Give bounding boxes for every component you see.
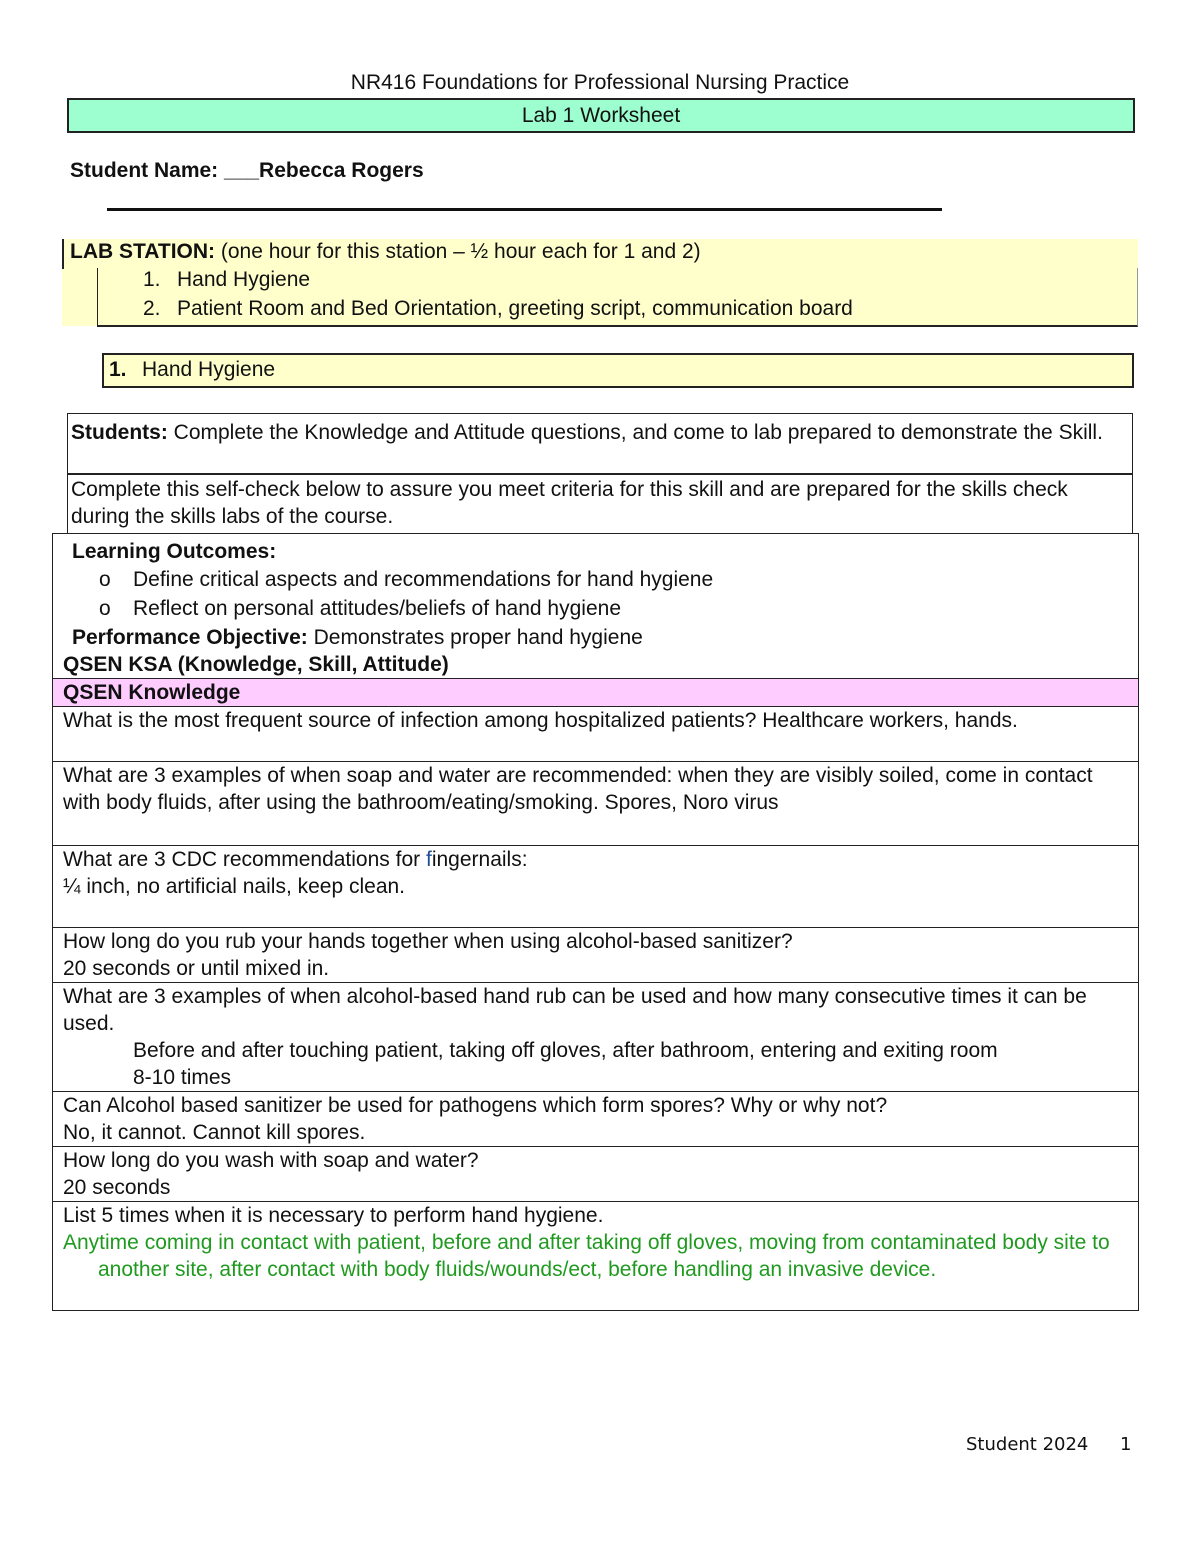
section-heading <box>109 358 275 382</box>
footer-label: Student 2024 <box>966 1434 1089 1455</box>
question-cell <box>53 1092 1139 1147</box>
section-number: 1. <box>109 358 127 381</box>
section-heading-box <box>102 353 1134 388</box>
outcomes-row <box>53 534 1139 679</box>
performance-text: Demonstrates proper hand hygiene <box>307 626 643 649</box>
question-text: How long do you wash with soap and water? <box>63 1149 479 1172</box>
page-number: 1 <box>1120 1434 1132 1455</box>
self-check-box <box>67 475 1133 533</box>
question-cell <box>53 846 1139 928</box>
students-instructions <box>71 419 1124 446</box>
lab-station-heading <box>70 240 701 264</box>
question-part: f <box>425 848 432 871</box>
answer-text: No, it cannot. Cannot kill spores. <box>63 1121 366 1144</box>
item-text: Hand Hygiene <box>177 268 311 291</box>
self-check-text: Complete this self-check below to assure you meet criteria for this skill and are prepared for the skills check during the skills labs of the course. <box>71 478 1068 528</box>
worksheet-title: Lab 1 Worksheet <box>67 98 1135 133</box>
question-row <box>53 846 1139 928</box>
question-text: What are 3 examples of when soap and water are recommended: when they are visibly soiled, come in contact with body fluids, after using the bathroom/eating/smoking. Spores, Noro virus <box>63 764 1093 814</box>
lab-station-label: LAB STATION: <box>70 240 216 263</box>
bullet-icon: o <box>99 597 111 620</box>
answer-text: Anytime coming in contact with patient, before and after taking off gloves, moving from contaminated body site to another site, after contact with body fluids/wounds/ect, before handling an invasive device. <box>63 1231 1110 1281</box>
question-row <box>53 1092 1139 1147</box>
students-text: Complete the Knowledge and Attitude questions, and come to lab prepared to demonstrate the Skill. <box>167 421 1103 444</box>
bullet-icon: o <box>99 568 111 591</box>
answer-text: ¼ inch, no artificial nails, keep clean. <box>63 875 406 898</box>
question-cell <box>53 1202 1139 1311</box>
item-number: 1. <box>143 268 161 291</box>
lab-station-box <box>62 239 1138 326</box>
question-text: What are 3 examples of when alcohol-based hand rub can be used and how many consecutive times it can be used. <box>63 985 1087 1035</box>
question-text: Can Alcohol based sanitizer be used for pathogens which form spores? Why or why not? <box>63 1094 888 1117</box>
students-instructions-box <box>67 413 1133 475</box>
question-row <box>53 707 1139 762</box>
answer-text: 20 seconds <box>63 1176 171 1199</box>
lab-station-item <box>143 297 853 321</box>
section-title: Hand Hygiene <box>142 358 276 381</box>
knowledge-table <box>52 533 1139 1311</box>
outcomes-cell <box>53 534 1139 679</box>
course-title: NR416 Foundations for Professional Nursing Practice <box>350 71 850 94</box>
question-text <box>63 846 1128 873</box>
answer-text: Before and after touching patient, taking off gloves, after bathroom, entering and exiting room <box>133 1039 998 1062</box>
question-text: What is the most frequent source of infection among hospitalized patients? Healthcare workers, hands. <box>63 709 1018 732</box>
qsen-knowledge-heading: QSEN Knowledge <box>53 679 1139 707</box>
question-cell <box>53 928 1139 983</box>
student-name: Student Name: ___Rebecca Rogers <box>70 159 424 182</box>
lab-station-list <box>97 268 1138 327</box>
answer-text: 20 seconds or until mixed in. <box>63 957 330 980</box>
lab-station-item <box>143 268 310 292</box>
students-label: Students: <box>71 421 168 444</box>
lab-station-note: (one hour for this station – ½ hour each for 1 and 2) <box>215 240 701 263</box>
question-row <box>53 928 1139 983</box>
outcome-text: Define critical aspects and recommendations for hand hygiene <box>133 568 714 591</box>
outcome-item <box>63 595 1128 622</box>
outcome-text: Reflect on personal attitudes/beliefs of hand hygiene <box>133 597 621 620</box>
lab-station-edge <box>62 239 64 269</box>
question-row <box>53 1147 1139 1202</box>
performance-objective <box>63 624 1128 651</box>
question-cell <box>53 1147 1139 1202</box>
qsen-knowledge-row <box>53 679 1139 707</box>
question-row <box>53 762 1139 846</box>
item-number: 2. <box>143 297 161 320</box>
answer-text: 8-10 times <box>133 1066 232 1089</box>
question-cell <box>53 983 1139 1092</box>
name-underline <box>107 208 942 211</box>
question-row <box>53 1202 1139 1311</box>
question-cell <box>53 707 1139 762</box>
item-text: Patient Room and Bed Orientation, greeting script, communication board <box>177 297 853 320</box>
performance-label: Performance Objective: <box>72 626 308 649</box>
qsen-ksa-heading: QSEN KSA (Knowledge, Skill, Attitude) <box>63 653 449 676</box>
question-part: What are 3 CDC recommendations for <box>63 848 426 871</box>
question-cell <box>53 762 1139 846</box>
learning-outcomes-label: Learning Outcomes: <box>72 540 277 563</box>
question-text: List 5 times when it is necessary to perform hand hygiene. <box>63 1204 604 1227</box>
question-row <box>53 983 1139 1092</box>
outcome-item <box>63 566 1128 593</box>
question-part: ingernails: <box>431 848 528 871</box>
question-text: How long do you rub your hands together when using alcohol-based sanitizer? <box>63 930 793 953</box>
